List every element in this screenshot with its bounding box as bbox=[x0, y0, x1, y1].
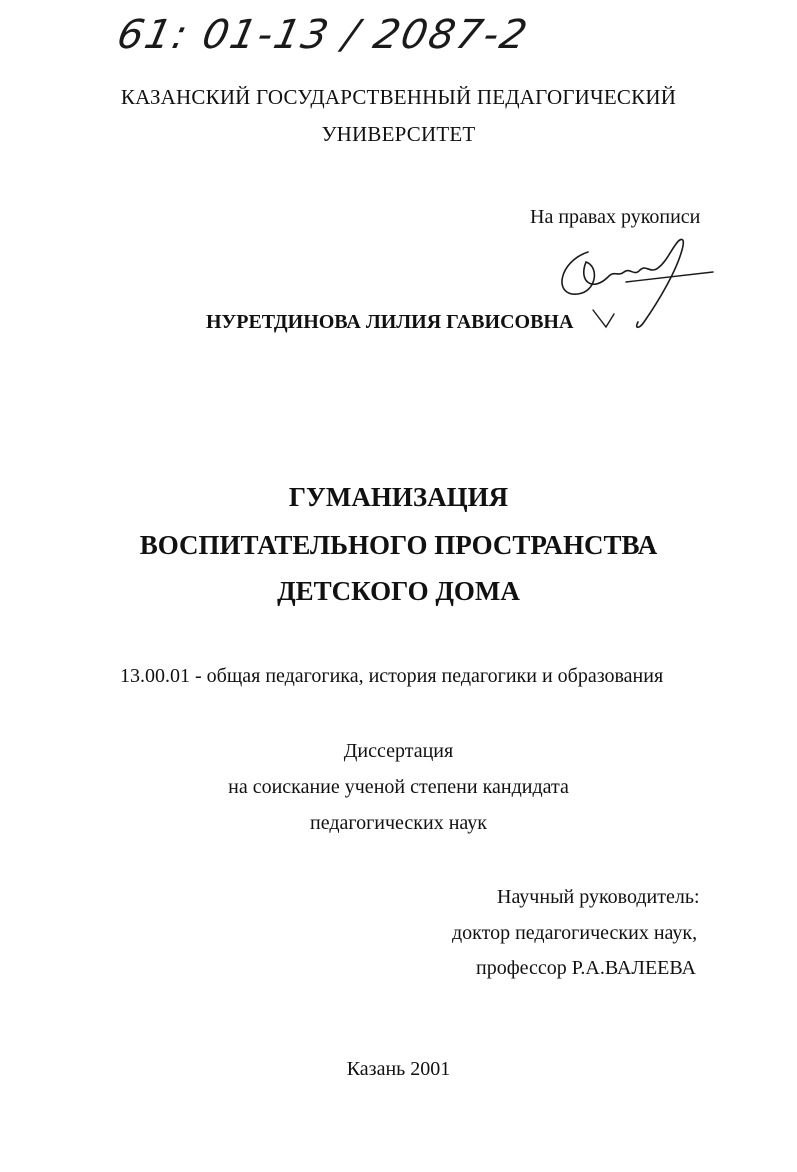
supervisor-name: профессор Р.А.ВАЛЕЕВА bbox=[476, 957, 696, 979]
author-name: НУРЕТДИНОВА ЛИЛИЯ ГАВИСОВНА bbox=[206, 311, 574, 333]
supervisor-degree: доктор педагогических наук, bbox=[452, 922, 698, 944]
dissertation-label: Диссертация bbox=[343, 740, 454, 762]
archive-mark: 61: 01-13 / 2087-2 bbox=[113, 12, 533, 58]
dissertation-title-line1: ГУМАНИЗАЦИЯ bbox=[288, 482, 509, 512]
field-line: педагогических наук bbox=[310, 812, 487, 834]
university-name-line2: УНИВЕРСИТЕТ bbox=[321, 122, 476, 146]
university-name-line1: КАЗАНСКИЙ ГОСУДАРСТВЕННЫЙ ПЕДАГОГИЧЕСКИЙ bbox=[120, 85, 677, 109]
manuscript-rights-note: На правах рукописи bbox=[530, 206, 701, 228]
dissertation-title-line3: ДЕТСКОГО ДОМА bbox=[277, 576, 520, 606]
signature-icon bbox=[548, 222, 718, 337]
dissertation-title-line2: ВОСПИТАТЕЛЬНОГО ПРОСТРАНСТВА bbox=[139, 530, 658, 560]
specialty-code: 13.00.01 - общая педагогика, история педагогики и образования bbox=[120, 665, 664, 687]
degree-line: на соискание ученой степени кандидата bbox=[228, 776, 569, 798]
city-year: Казань 2001 bbox=[346, 1058, 451, 1080]
supervisor-label: Научный руководитель: bbox=[497, 886, 700, 908]
